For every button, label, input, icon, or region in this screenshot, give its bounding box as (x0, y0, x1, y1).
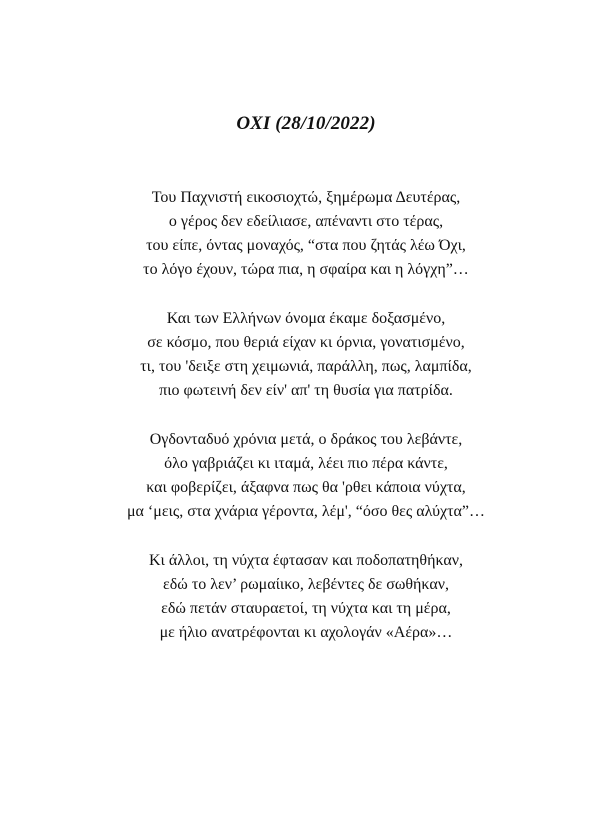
poem-line: του είπε, όντας μοναχός, “στα που ζητάς λέω Όχι, (146, 237, 466, 254)
poem-line: εδώ το λεν’ ρωμαίικο, λεβέντες δε σωθήκαν, (163, 576, 449, 593)
poem-line: Ογδονταδυό χρόνια μετά, ο δράκος του λεβάντε, (149, 431, 463, 448)
poem-line: με ήλιο ανατρέφονται κι αχολογάν «Αέρα»… (159, 624, 453, 641)
stanza-3 (0, 428, 612, 524)
stanza-2 (0, 307, 612, 403)
poem-line: εδώ πετάν σταυραετοί, τη νύχτα και τη μέρα, (161, 600, 451, 617)
poem-line: μα ‘μεις, στα χνάρια γέροντα, λέμ', “όσο θες αλύχτα”… (126, 503, 486, 520)
poem-line: Του Παχνιστή εικοσιοχτώ, ξημέρωμα Δευτέρας, (151, 189, 461, 206)
poem-line: όλο γαβριάζει κι ιταμά, λέει πιο πέρα κάντε, (164, 455, 448, 472)
stanza-4 (0, 549, 612, 645)
poem-line: Και των Ελλήνων όνομα έκαμε δοξασμένο, (166, 310, 446, 327)
poem-body (0, 186, 612, 670)
stanza-1 (0, 186, 612, 282)
poem-line: πιο φωτεινή δεν είν' απ' τη θυσία για πατρίδα. (159, 382, 453, 399)
poem-title: ΟΧΙ (28/10/2022) (236, 113, 376, 134)
poem-line: το λόγο έχουν, τώρα πια, η σφαίρα και η λόγχη”… (143, 261, 469, 278)
poem-line: Κι άλλοι, τη νύχτα έφτασαν και ποδοπατηθήκαν, (149, 552, 463, 569)
poem-line: και φοβερίζει, άξαφνα πως θα 'ρθει κάποια νύχτα, (146, 479, 466, 496)
poem-line: σε κόσμο, που θεριά είχαν κι όρνια, γονατισμένο, (147, 334, 465, 351)
poem-line: ο γέρος δεν εδείλιασε, απέναντι στο τέρας, (168, 213, 444, 230)
poem-line: τι, του 'δειξε στη χειμωνιά, παράλλη, πως, λαμπίδα, (140, 358, 472, 375)
